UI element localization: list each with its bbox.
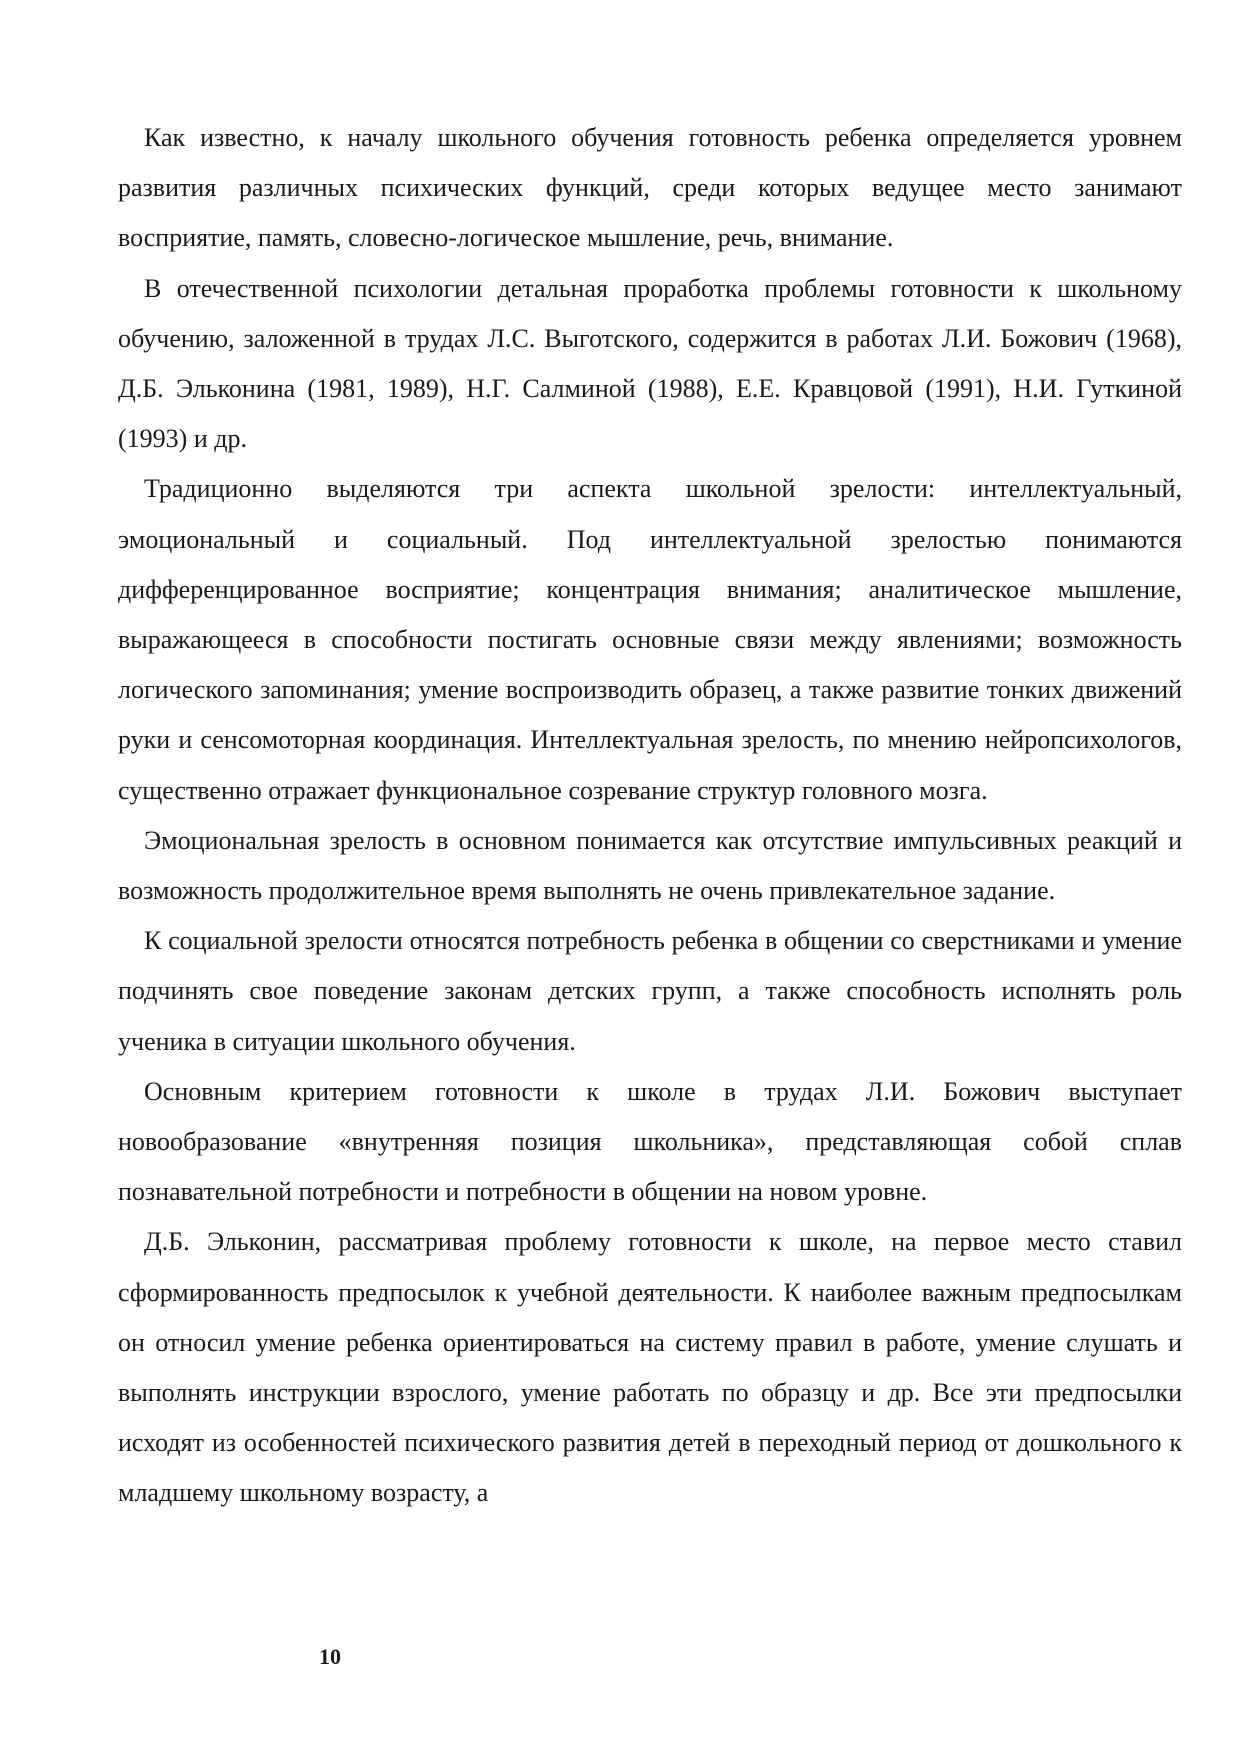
paragraph: К социальной зрелости относятся потребность ребенка в общении со сверстниками и умение подчинять свое поведение законам детских групп, а также способность исполнять роль ученика в ситуации школьного обучения. bbox=[118, 926, 1182, 1056]
paragraph: Д.Б. Эльконин, рассматривая проблему готовности к школе, на первое место ставил сформированность предпосылок к учебной деятельности. К наиболее важным предпосылкам он относил умение ребенка ориентироваться на систему правил в работе, умение слушать и выполнять инструкции взрослого, умение работать по образцу и др. Все эти предпосылки исходят из особенностей психического развития детей в переходный период от дошкольного к младшему школьному возрасту, а bbox=[118, 1227, 1182, 1508]
paragraph: Эмоциональная зрелость в основном понимается как отсутствие импульсивных реакций и возможность продолжительное время выполнять не очень привлекательное задание. bbox=[118, 825, 1182, 906]
page-number: 10 bbox=[319, 1644, 341, 1669]
body-text bbox=[118, 113, 1182, 1519]
paragraph: В отечественной психологии детальная проработка проблемы готовности к школьному обучению, заложенной в трудах Л.С. Выготского, содержится в работах Л.И. Божович (1968), Д.Б. Эльконина (1981, 1989), Н.Г. Салминой (1988), Е.Е. Кравцовой (1991), Н.И. Гуткиной (1993) и др. bbox=[118, 273, 1182, 454]
paragraph: Как известно, к началу школьного обучения готовность ребенка определяется уровнем развития различных психических функций, среди которых ведущее место занимают восприятие, память, словесно-логическое мышление, речь, внимание. bbox=[118, 123, 1182, 253]
paragraph: Основным критерием готовности к школе в трудах Л.И. Божович выступает новообразование «внутренняя позиция школьника», представляющая собой сплав познавательной потребности и потребности в общении на новом уровне. bbox=[118, 1076, 1182, 1207]
paragraph: Традиционно выделяются три аспекта школьной зрелости: интеллектуальный, эмоциональный и социальный. Под интеллектуальной зрелостью понимаются дифференцированное восприятие; концентрация внимания; аналитическое мышление, выражающееся в способности постигать основные связи между явлениями; возможность логического запоминания; умение воспроизводить образец, а также развитие тонких движений руки и сенсомоторная координация. Интеллектуальная зрелость, по мнению нейропсихологов, существенно отражает функциональное созревание структур головного мозга. bbox=[118, 474, 1182, 805]
